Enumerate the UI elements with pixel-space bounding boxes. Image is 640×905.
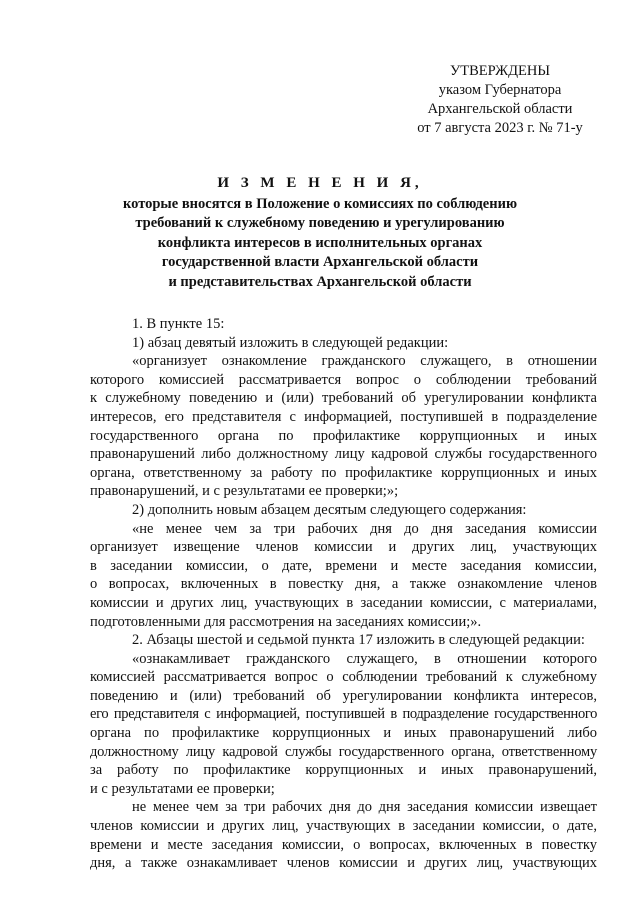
body-line: времени и месте заседания комиссии, о вопросах, включенных в повестку <box>90 836 597 853</box>
heading-line: конфликта интересов в исполнительных органах <box>157 234 483 251</box>
document-body <box>90 315 597 873</box>
body-line: правонарушений либо должностному лицу кадровой службы государственного <box>90 446 597 463</box>
body-line: не менее чем за три рабочих дня до дня заседания комиссии извещает <box>132 799 597 816</box>
body-line: и с результатами ее проверки; <box>90 780 275 797</box>
heading-line: требований к служебному поведению и урегулированию <box>135 215 505 231</box>
body-line: дня, а также ознакамливает членов комиссии и других лиц, участвующих <box>90 855 597 872</box>
body-line: интересов, его представителя с информацией, поступившей в подразделение <box>90 408 597 425</box>
document-heading <box>90 174 550 292</box>
body-line: органа, ответственному за работу по профилактике коррупционных и иных <box>90 464 597 481</box>
body-line: правонарушений, и с результатами ее проверки;»; <box>90 483 399 500</box>
body-line: за работу по профилактике коррупционных и иных правонарушений, <box>90 762 597 779</box>
body-line: 1. В пункте 15: <box>132 316 225 332</box>
body-line: поведению и (или) требований об урегулировании конфликта интересов, <box>90 687 597 704</box>
body-line: которого комиссией рассматривается вопрос о соблюдении требований <box>90 371 597 388</box>
body-line: к служебному поведению и (или) требований об урегулировании конфликта <box>90 390 597 407</box>
approval-region: Архангельской области <box>427 101 573 117</box>
body-line: подготовленными для рассмотрения на заседаниях комиссии;». <box>90 613 482 630</box>
body-line: в заседании комиссии, о дате, времени и месте заседания комиссии, <box>90 557 597 574</box>
body-line: 2. Абзацы шестой и седьмой пункта 17 изложить в следующей редакции: <box>132 632 585 649</box>
body-line: организует извещение членов комиссии и других лиц, участвующих <box>90 539 597 556</box>
body-line: «ознакамливает гражданского служащего, в отношении которого <box>132 650 597 667</box>
approval-title: УТВЕРЖДЕНЫ <box>449 63 551 79</box>
approval-issuer: указом Губернатора <box>438 82 562 98</box>
body-line: «организует ознакомление гражданского служащего, в отношении <box>132 353 597 370</box>
body-line: должностному лицу кадровой службы государственного органа, ответственному <box>90 743 597 760</box>
heading-line: государственной власти Архангельской области <box>161 254 479 270</box>
body-line: 1) абзац девятый изложить в следующей редакции: <box>132 334 449 351</box>
body-line: его представителя с информацией, поступившей в подразделение государственного <box>90 706 597 723</box>
heading-line: и представительствах Архангельской области <box>168 273 472 290</box>
body-line: комиссией рассматривается вопрос о соблюдении требований к служебному <box>90 669 597 686</box>
approval-block <box>380 62 620 138</box>
heading-line: которые вносятся в Положение о комиссиях по соблюдению <box>122 195 518 212</box>
body-line: органа по профилактике коррупционных и иных правонарушений либо <box>90 725 597 742</box>
body-line: государственного органа по профилактике коррупционных и иных <box>90 427 597 444</box>
body-line: комиссии и других лиц, участвующих в заседании комиссии, с материалами, <box>90 594 597 611</box>
approval-date-number: от 7 августа 2023 г. № 71-у <box>417 120 583 136</box>
body-line: о вопросах, включенных в повестку дня, а также ознакомление членов <box>90 576 597 593</box>
body-line: членов комиссии и других лиц, участвующих в заседании комиссии, о дате, <box>90 818 597 835</box>
body-line: «не менее чем за три рабочих дня до дня заседания комиссии <box>132 520 597 537</box>
body-line: 2) дополнить новым абзацем десятым следующего содержания: <box>132 501 527 518</box>
heading-title: И З М Е Н Е Н И Я, <box>217 175 423 191</box>
